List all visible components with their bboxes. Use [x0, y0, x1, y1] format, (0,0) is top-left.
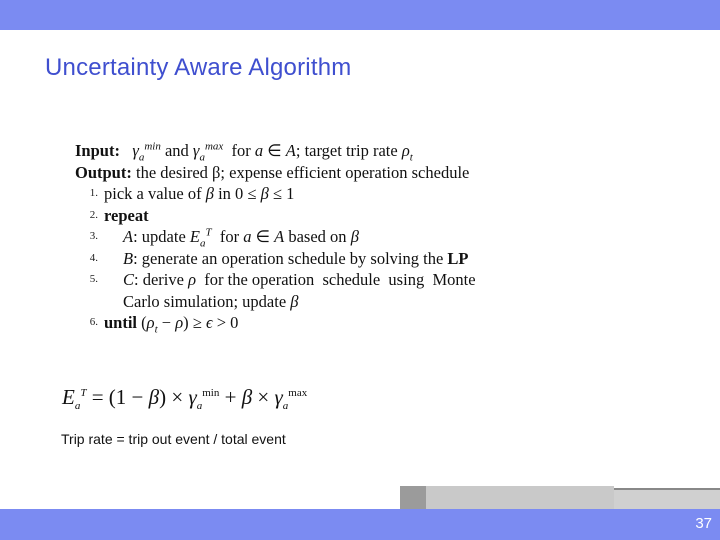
step-number: 2. [89, 208, 98, 221]
step-number: 3. [89, 230, 98, 242]
algorithm-step-continuation [70, 291, 540, 313]
step-text: C: derive ρ for the operation schedule using Monte [123, 270, 476, 289]
output-text: the desired β; expense efficient operation schedule [135, 162, 470, 182]
algorithm-step [70, 226, 540, 248]
step-text: pick a value of β in 0 ≤ β ≤ 1 [104, 184, 295, 203]
algorithm-step [70, 205, 540, 227]
algorithm-step [70, 312, 540, 334]
footer-decoration-dark [400, 486, 426, 509]
input-text: $\gamma_a^{min}$ and $\gamma_a^{max}$ for a ∈ A; target trip rate $\rho_t$ [132, 140, 413, 164]
algorithm-step [70, 183, 540, 205]
step-text: A: update $E_a^T$ for a ∈ A based on β [123, 226, 359, 250]
top-header-bar [0, 0, 720, 30]
output-label: Output: [75, 162, 132, 182]
algorithm-step [70, 269, 540, 291]
algorithm-output-line [70, 162, 540, 184]
step-number: 4. [89, 251, 98, 264]
formula: $E_a^T = (1 - \beta) \times \gamma_a^{min} + \beta \times \gamma_a^{max}$ [62, 385, 308, 413]
algorithm-block [70, 140, 540, 334]
step-text: Carlo simulation; update β [123, 291, 299, 311]
footer-decoration-right [614, 490, 720, 509]
slide-title: Uncertainty Aware Algorithm [45, 54, 352, 81]
footer-decoration [426, 486, 614, 509]
step-text: repeat [104, 205, 149, 225]
step-text: until $(\rho_t - \rho) \ge \epsilon > 0$ [104, 313, 239, 336]
algorithm-step [70, 248, 540, 270]
input-label: Input: [75, 141, 120, 160]
trip-rate-note: Trip rate = trip out event / total event [61, 431, 286, 447]
step-text: B: generate an operation schedule by solving the LP [123, 248, 469, 268]
step-number: 6. [89, 316, 98, 328]
bottom-footer-bar [0, 509, 720, 540]
page-number: 37 [695, 515, 712, 532]
step-number: 5. [89, 273, 98, 285]
step-number: 1. [89, 187, 98, 199]
algorithm-input-line [70, 140, 540, 162]
